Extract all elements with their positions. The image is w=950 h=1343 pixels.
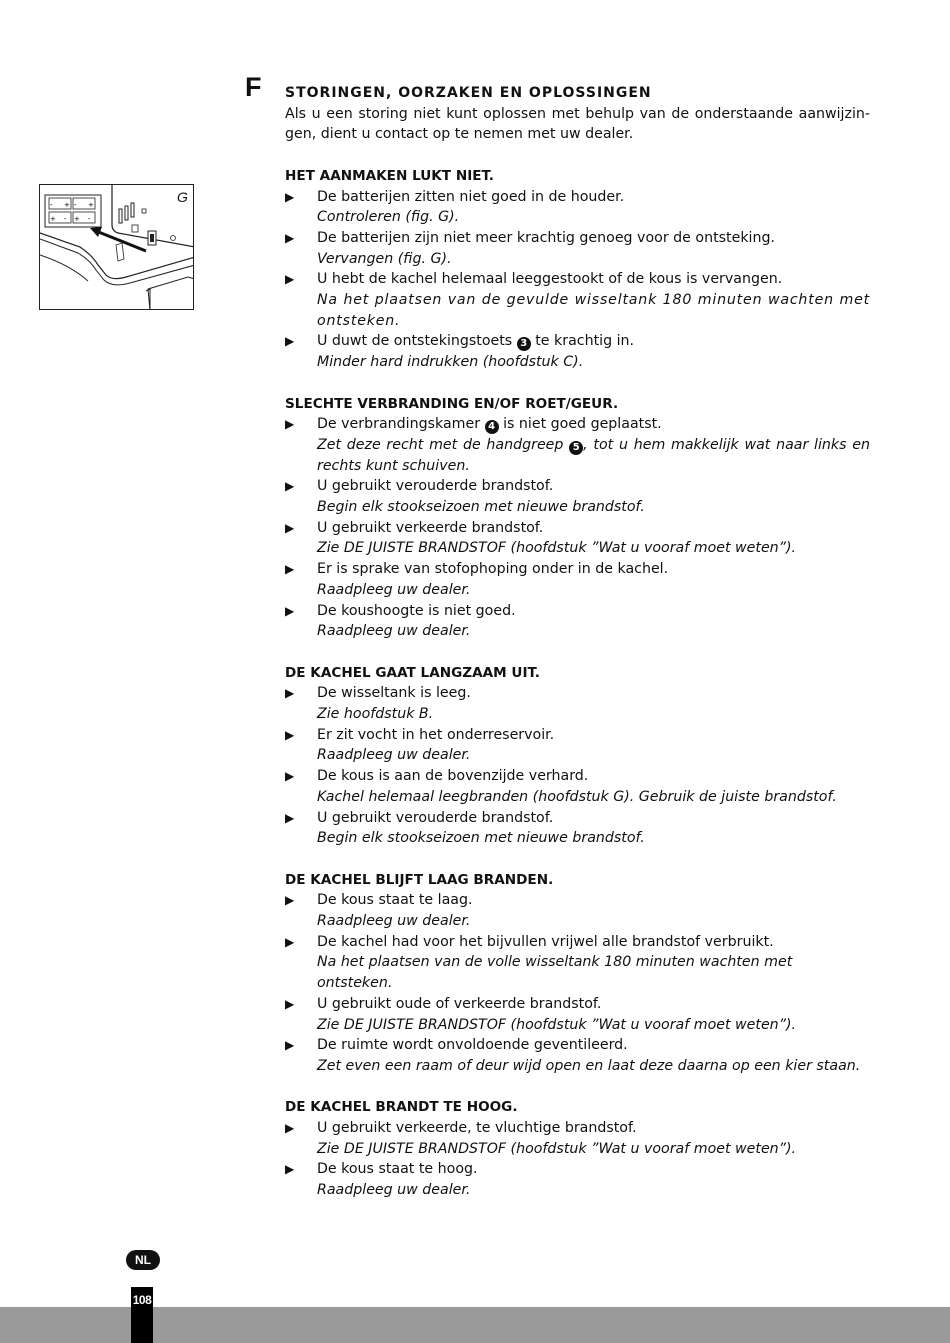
section-burns-too-high xyxy=(285,1097,870,1201)
bullet-arrow-icon: ▶ xyxy=(285,520,295,535)
problem-text: De kous staat te laag. xyxy=(317,892,473,909)
list-item xyxy=(285,725,870,766)
solution-text: Raadpleeg uw dealer. xyxy=(317,913,471,930)
problem-text-start: U duwt de ontstekingstoets xyxy=(317,333,513,350)
list-item xyxy=(285,1159,870,1200)
section-heading: SLECHTE VERBRANDING EN/OF ROET/GEUR. xyxy=(285,395,619,412)
solution-text: Raadpleeg uw dealer. xyxy=(317,623,471,640)
problem-text: De wisseltank is leeg. xyxy=(317,685,471,702)
solution-text: Minder hard indrukken (hoofdstuk C). xyxy=(317,354,584,371)
bullet-arrow-icon: ▶ xyxy=(285,1121,295,1136)
solution-text: Na het plaatsen van de volle wisseltank 180 minuten wachten met ontsteken. xyxy=(317,954,793,992)
problem-text: U gebruikt verouderde brandstof. xyxy=(317,478,554,495)
battery-illustration xyxy=(40,185,194,310)
section-heading: DE KACHEL BLIJFT LAAG BRANDEN. xyxy=(285,871,554,888)
problem-text: U gebruikt verkeerde, te vluchtige brandstof. xyxy=(317,1120,637,1137)
list-item xyxy=(285,1118,870,1159)
problem-text: De kachel had voor het bijvullen vrijwel alle brandstof verbruikt. xyxy=(317,933,774,950)
bullet-arrow-icon: ▶ xyxy=(285,189,295,204)
solution-text: Zie hoofdstuk B. xyxy=(317,706,434,723)
chapter-intro: Als u een storing niet kunt oplossen met behulp van de onderstaande aanwijzin-gen, dient u contact op te nemen met uw dealer. xyxy=(285,105,870,143)
bullet-arrow-icon: ▶ xyxy=(285,893,295,908)
problem-text-start: De verbrandingskamer xyxy=(317,416,481,433)
section-ignition-fails xyxy=(285,166,870,373)
solution-text: Raadpleeg uw dealer. xyxy=(317,747,471,764)
ignition-button-number-badge: 3 xyxy=(517,337,531,351)
svg-text:-: - xyxy=(50,201,53,209)
list-item xyxy=(285,331,870,372)
problem-text: De koushoogte is niet goed. xyxy=(317,602,516,619)
problem-text-end: te krachtig in. xyxy=(535,333,635,350)
problem-text: De ruimte wordt onvoldoende geventileerd. xyxy=(317,1037,628,1054)
bullet-arrow-icon: ▶ xyxy=(285,810,295,825)
troubleshooting-content xyxy=(285,83,870,1201)
svg-text:+: + xyxy=(50,215,56,223)
section-heading: DE KACHEL BRANDT TE HOOG. xyxy=(285,1099,518,1116)
section-stove-goes-out xyxy=(285,663,870,849)
problem-text: Er is sprake van stofophoping onder in de kachel. xyxy=(317,561,669,578)
problem-text: De kous is aan de bovenzijde verhard. xyxy=(317,768,589,785)
solution-text: Zet even een raam of deur wijd open en laat deze daarna op een kier staan. xyxy=(317,1057,861,1074)
list-item xyxy=(285,187,870,228)
problem-text: Er zit vocht in het onderreservoir. xyxy=(317,726,555,743)
solution-text xyxy=(317,435,870,476)
svg-text:+: + xyxy=(64,201,70,209)
solution-text: Vervangen (fig. G). xyxy=(317,250,452,267)
list-item xyxy=(285,890,870,931)
svg-text:+: + xyxy=(74,215,80,223)
solution-text: Zie DE JUISTE BRANDSTOF (hoofdstuk ”Wat u vooraf moet weten”). xyxy=(317,1140,797,1157)
section-heading: HET AANMAKEN LUKT NIET. xyxy=(285,167,494,184)
solution-text: Begin elk stookseizoen met nieuwe brandstof. xyxy=(317,499,645,516)
list-item xyxy=(285,559,870,600)
page-number: 108 xyxy=(131,1287,153,1343)
problem-text: U gebruikt verouderde brandstof. xyxy=(317,809,554,826)
solution-text: Raadpleeg uw dealer. xyxy=(317,1182,471,1199)
bullet-arrow-icon: ▶ xyxy=(285,727,295,742)
problem-text-end: is niet goed geplaatst. xyxy=(503,416,662,433)
svg-text:-: - xyxy=(74,201,77,209)
solution-text: Na het plaatsen van de gevulde wisseltank 180 minuten wachten met ontsteken. xyxy=(317,292,870,329)
figure-g-battery-holder xyxy=(39,184,194,310)
bullet-arrow-icon: ▶ xyxy=(285,479,295,494)
svg-text:+: + xyxy=(88,201,94,209)
list-item xyxy=(285,994,870,1035)
handle-number-badge: 5 xyxy=(569,441,583,455)
section-heading: DE KACHEL GAAT LANGZAAM UIT. xyxy=(285,664,540,681)
bullet-arrow-icon: ▶ xyxy=(285,686,295,701)
list-item xyxy=(285,414,870,476)
problem-text: U gebruikt oude of verkeerde brandstof. xyxy=(317,995,602,1012)
section-bad-combustion xyxy=(285,394,870,642)
section-low-burning xyxy=(285,870,870,1077)
svg-text:-: - xyxy=(64,215,67,223)
problem-text: De kous staat te hoog. xyxy=(317,1161,478,1178)
solution-text: Raadpleeg uw dealer. xyxy=(317,581,471,598)
list-item xyxy=(285,476,870,517)
chapter-title: STORINGEN, OORZAKEN EN OPLOSSINGEN xyxy=(285,85,652,101)
solution-text-start: Zet deze recht met de handgreep xyxy=(317,436,564,453)
list-item xyxy=(285,1035,870,1076)
bullet-arrow-icon: ▶ xyxy=(285,996,295,1011)
problem-text: De batterijen zitten niet goed in de houder. xyxy=(317,188,625,205)
bullet-arrow-icon: ▶ xyxy=(285,1162,295,1177)
bullet-arrow-icon: ▶ xyxy=(285,230,295,245)
problem-text: U gebruikt verkeerde brandstof. xyxy=(317,519,544,536)
problem-text xyxy=(317,331,870,352)
bullet-arrow-icon: ▶ xyxy=(285,272,295,287)
list-item xyxy=(285,518,870,559)
language-badge: NL xyxy=(126,1250,160,1270)
chapter-letter: F xyxy=(245,72,262,102)
problem-text xyxy=(317,414,870,435)
svg-text:-: - xyxy=(88,215,91,223)
figure-label: G xyxy=(177,189,188,205)
bullet-arrow-icon: ▶ xyxy=(285,934,295,949)
list-item xyxy=(285,808,870,849)
combustion-chamber-number-badge: 4 xyxy=(485,420,499,434)
solution-text: Controleren (fig. G). xyxy=(317,209,460,226)
bullet-arrow-icon: ▶ xyxy=(285,334,295,349)
list-item xyxy=(285,932,870,994)
problem-text: De batterijen zijn niet meer krachtig genoeg voor de ontsteking. xyxy=(317,229,775,246)
solution-text-end: , tot u hem makkelijk wat naar links en rechts kunt schuiven. xyxy=(317,436,871,474)
bullet-arrow-icon: ▶ xyxy=(285,769,295,784)
list-item xyxy=(285,228,870,269)
list-item xyxy=(285,766,870,807)
problem-text: U hebt de kachel helemaal leeggestookt of de kous is vervangen. xyxy=(317,271,783,288)
bullet-arrow-icon: ▶ xyxy=(285,1038,295,1053)
list-item xyxy=(285,683,870,724)
solution-text: Kachel helemaal leegbranden (hoofdstuk G). Gebruik de juiste brandstof. xyxy=(317,788,837,805)
solution-text: Zie DE JUISTE BRANDSTOF (hoofdstuk ”Wat u vooraf moet weten”). xyxy=(317,1016,797,1033)
solution-text: Zie DE JUISTE BRANDSTOF (hoofdstuk ”Wat u vooraf moet weten”). xyxy=(317,540,797,557)
solution-text: Begin elk stookseizoen met nieuwe brandstof. xyxy=(317,830,645,847)
list-item xyxy=(285,269,870,331)
bullet-arrow-icon: ▶ xyxy=(285,417,295,432)
list-item xyxy=(285,601,870,642)
bullet-arrow-icon: ▶ xyxy=(285,603,295,618)
bullet-arrow-icon: ▶ xyxy=(285,562,295,577)
